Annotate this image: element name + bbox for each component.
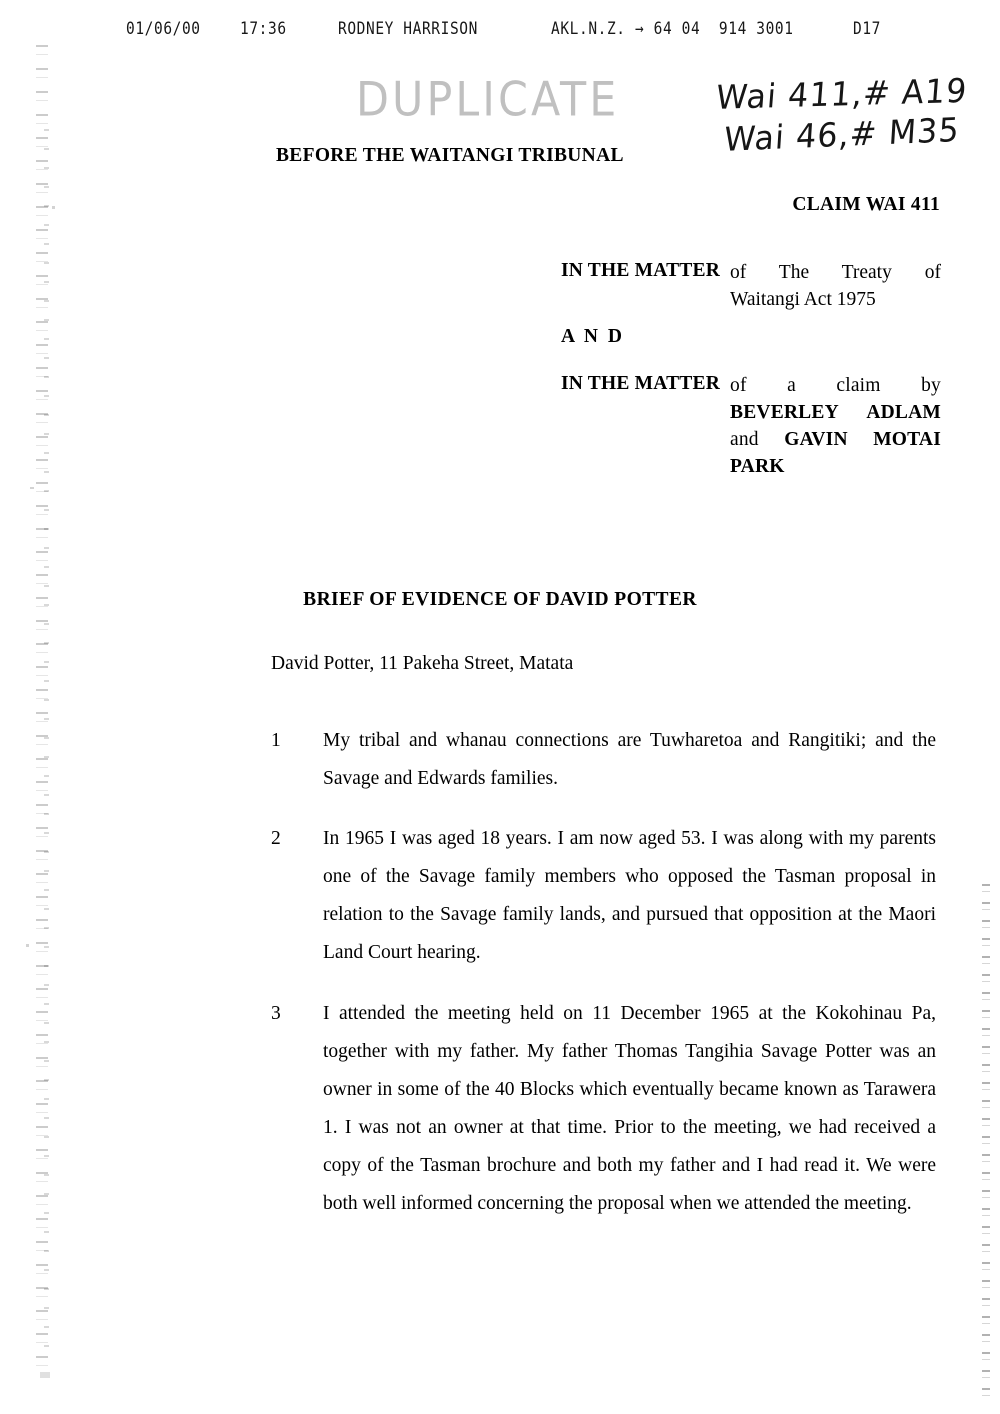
- matter-text-line-2: Waitangi Act 1975: [730, 288, 876, 310]
- page-title: BRIEF OF EVIDENCE OF DAVID POTTER: [303, 589, 697, 610]
- evidence-paragraph: [271, 820, 936, 972]
- claimant-name-1: BEVERLEY ADLAM: [730, 401, 941, 423]
- scan-artifact-left-edge-secondary: [44, 120, 49, 1360]
- scan-speck: [52, 206, 55, 209]
- evidence-paragraph: [271, 722, 936, 798]
- claimant-name-3: PARK: [730, 455, 785, 477]
- paragraph-number: 1: [271, 730, 281, 751]
- matter-block-treaty: [561, 260, 941, 314]
- claimant-name-2: [730, 427, 941, 454]
- claim-text-line-1: of a claim by: [730, 375, 941, 396]
- duplicate-stamp: DUPLICATE: [356, 72, 620, 127]
- handwritten-reference-line-2: Wai 46,# M35: [722, 111, 961, 161]
- matter-body: [730, 373, 941, 481]
- paragraph-text: I attended the meeting held on 11 December 1965 at the Kokohinau Pa, together with my father. My father Thomas Tangihia Savage Potter was an owner in some of the 40 Blocks which eventually became known as Tarawera 1. I was not an owner at that time. Prior to the meeting, we had received a copy of the Tasman brochure and both my father and I had read it. We were both well informed concerning the proposal when we attended the meeting.: [323, 1003, 936, 1215]
- scan-speck: [30, 487, 34, 489]
- claimant-name-2-text: GAVIN MOTAI: [784, 428, 941, 450]
- scan-speck: [26, 944, 29, 947]
- handwritten-reference-line-1: Wai 411,# A19: [714, 72, 969, 118]
- paragraph-text: My tribal and whanau connections are Tuwharetoa and Rangitiki; and the Savage and Edwards families.: [323, 730, 936, 790]
- matter-label: IN THE MATTER: [561, 260, 720, 281]
- matter-text-line-1: of The Treaty of: [730, 262, 941, 283]
- scan-speck: [40, 1372, 50, 1378]
- fax-sender-name: RODNEY HARRISON: [338, 20, 478, 39]
- handwritten-archive-annotation: [714, 72, 969, 161]
- matter-block-claim: [561, 373, 941, 481]
- claimant-conjunction: and: [730, 428, 759, 450]
- matter-label: IN THE MATTER: [561, 373, 720, 394]
- evidence-paragraph: [271, 995, 936, 1223]
- fax-time: 17:36: [240, 20, 287, 39]
- fax-route: AKL.N.Z. → 64 04 914 3001: [551, 20, 794, 39]
- deponent-address: David Potter, 11 Pakeha Street, Matata: [271, 653, 574, 674]
- matter-body: [730, 260, 941, 314]
- scan-artifact-right-edge: [982, 880, 990, 1400]
- fax-page-marker: D17: [853, 20, 881, 39]
- paragraph-number: 3: [271, 1003, 281, 1024]
- paragraph-number: 2: [271, 828, 281, 849]
- matter-conjunction: A N D: [561, 326, 625, 347]
- fax-date: 01/06/00: [126, 20, 201, 39]
- scan-artifact-left-edge: [36, 40, 48, 1370]
- claim-number: CLAIM WAI 411: [792, 194, 940, 215]
- paragraph-text: In 1965 I was aged 18 years. I am now aged 53. I was along with my parents one of the Savage family members who opposed the Tasman proposal in relation to the Savage family lands, and pursued that opposition at the Maori Land Court hearing.: [323, 828, 936, 964]
- tribunal-heading: BEFORE THE WAITANGI TRIBUNAL: [276, 145, 624, 166]
